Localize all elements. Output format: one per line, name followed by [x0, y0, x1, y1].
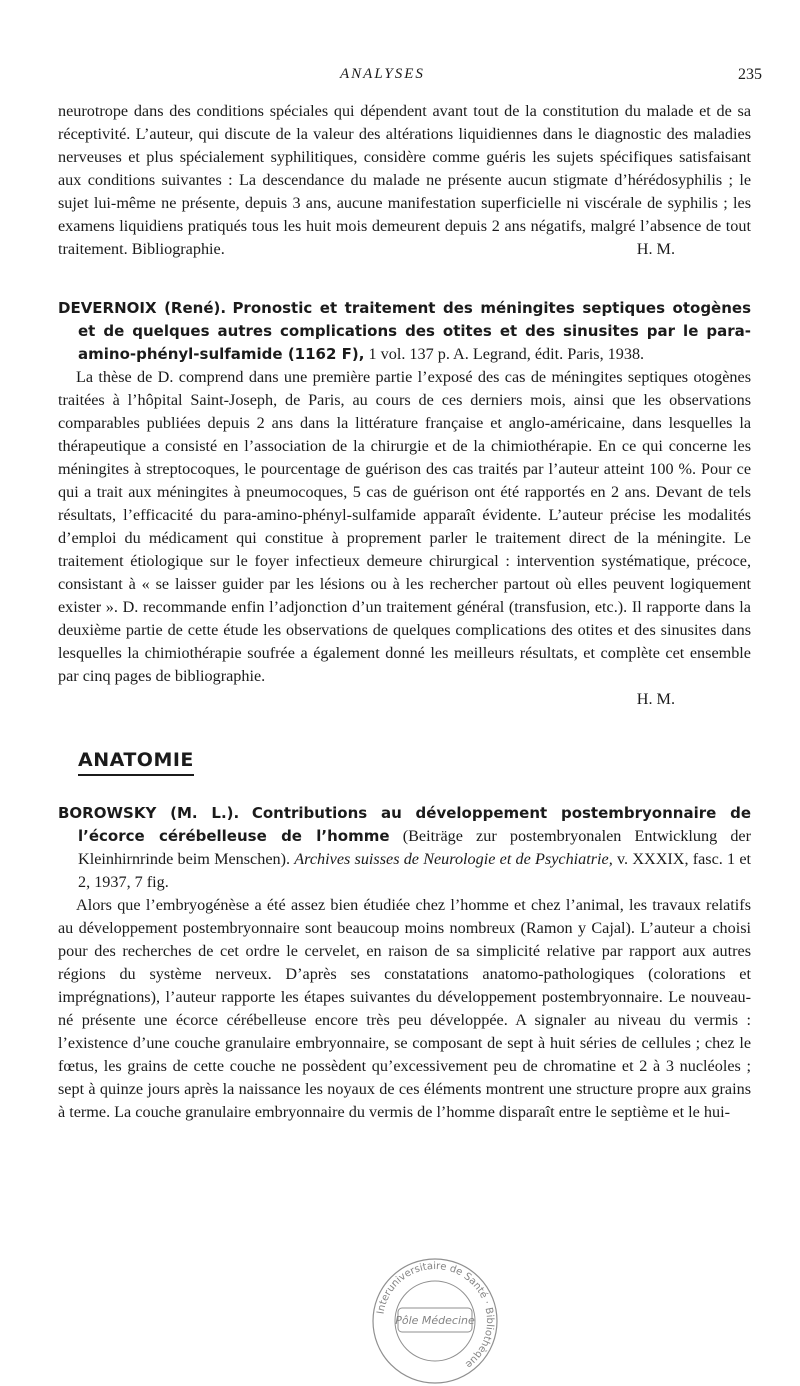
- continuation-paragraph: [58, 100, 751, 261]
- entry1-heading: [58, 297, 751, 366]
- running-header: [0, 66, 800, 90]
- entry2-author: BOROWSKY (M. L.).: [58, 804, 240, 822]
- entry2-german-title: (Beiträge zur postembryonalen Entwicklung der Kleinhirnrinde beim Menschen).: [78, 827, 752, 868]
- entry1-author: DEVERNOIX (René).: [58, 299, 227, 317]
- entry2-heading: [58, 802, 751, 894]
- running-title: ANALYSES: [340, 66, 425, 82]
- page-number: 235: [738, 66, 762, 83]
- entry2-body: Alors que l’embryogénèse a été assez bien étudiée chez l’homme et chez l’animal, les travaux relatifs au développement postembryonnaire sont beaucoup moins nombreux (Ramon y Cajal). L’auteur a choisi pour des recherches de cet ordre le cervelet, en raison de sa simplicité relative par rapport aux autres régions du système nerveux. D’après ses constatations anatomo-pathologiques (colorations et imprégnations), l’auteur rapporte les étapes suivantes du développement postembryonnaire. Le nouveau-né présente une écorce cérébelleuse encore très peu développée. A signaler au niveau du vermis : l’existence d’une couche granulaire embryonnaire, se composant de sept à huit séries de cellules ; chez le fœtus, les grains de cette couche ne possèdent qu’excessivement peu de chromatine et 2 à 3 nucléoles ; sept à quinze jours après la naissance les noyaux de ces éléments montrent une structure propre aux grains à terme. La couche granulaire embryonnaire du vermis de l’homme disparaît entre le septième et le hui-: [58, 896, 751, 1121]
- entry2-title: Contributions au développement postembryonnaire de l’écorce cérébelleuse de l’homme: [78, 804, 752, 845]
- entry1-title: Pronostic et traitement des méningites septiques otogènes et de quelques autres complications des otites et des sinusites par le para-amino-phényl-sulfamide (1162 F),: [78, 299, 752, 363]
- stamp-center-text: Pôle Médecine: [395, 1314, 475, 1327]
- entry2-details: v. XXXIX, fasc. 1 et 2, 1937, 7 fig.: [78, 850, 752, 891]
- page-body: [58, 100, 751, 1124]
- entry1-signature: H. M.: [636, 690, 675, 708]
- entry1-body: La thèse de D. comprend dans une première partie l’exposé des cas de méningites septiques otogènes traitées à l’hôpital Saint-Joseph, de Paris, au cours de ces derniers mois, ainsi que les observations comparables publiées depuis 2 ans dans la littérature française et anglo-américaine, dans lesquelles la thérapeutique a consisté en l’association de la chirurgie et de la chimiothérapie. En ce qui concerne les méningites à streptocoques, le pourcentage de guérison des cas traités par l’auteur atteint 100 %. Pour ce qui a trait aux méningites à pneumocoques, 5 cas de guérison ont été rapportés en 2 ans. Devant de tels résultats, l’efficacité du para-amino-phényl-sulfamide apparaît évidente. L’auteur précise les modalités d’emploi du médicament qui constitue à proprement parler le traitement direct de la méningite. Le traitement étiologique sur le foyer infectieux demeure chirurgical : intervention systématique, précoce, consistant à « se laisser guider par les lésions ou à les rechercher partout où elles peuvent logiquement exister ». D. recommande enfin l’adjonction d’un traitement général (transfusion, etc.). Il rapporte dans la deuxième partie de cette étude les observations de quelques complications des otites et des sinusites dans lesquelles la chimiothérapie soufrée a également donné les meilleurs résultats, et complète cet ensemble par cinq pages de bibliographie.: [58, 368, 751, 685]
- stamp-ring-text: Interuniversitaire de Santé · Bibliothèque: [375, 1260, 496, 1370]
- entry1-details: 1 vol. 137 p. A. Legrand, édit. Paris, 1938.: [368, 345, 645, 363]
- entry2-journal: Archives suisses de Neurologie et de Psychiatrie,: [294, 850, 613, 868]
- continuation-text: neurotrope dans des conditions spéciales qui dépendent avant tout de la constitution du malade et de sa réceptivité. L’auteur, qui discute de la valeur des altérations liquidiennes dans le diagnostic des maladies nerveuses et plus spécialement syphilitiques, considère comme guéris les sujets spécifiques satisfaisant aux conditions suivantes : La descendance du malade ne présente aucun stigmate d’hérédosyphilis ; le sujet lui-même ne présente, depuis 3 ans, aucune manifestation superficielle ni viscérale de syphilis ; les examens liquidiens pratiqués tous les huit mois demeurent depuis 2 ans négatifs, malgré l’absence de tout traitement. Bibliographie.: [58, 102, 751, 258]
- library-stamp: [360, 1256, 510, 1386]
- section-heading: ANATOMIE: [78, 749, 194, 776]
- continuation-signature: H. M.: [636, 240, 675, 258]
